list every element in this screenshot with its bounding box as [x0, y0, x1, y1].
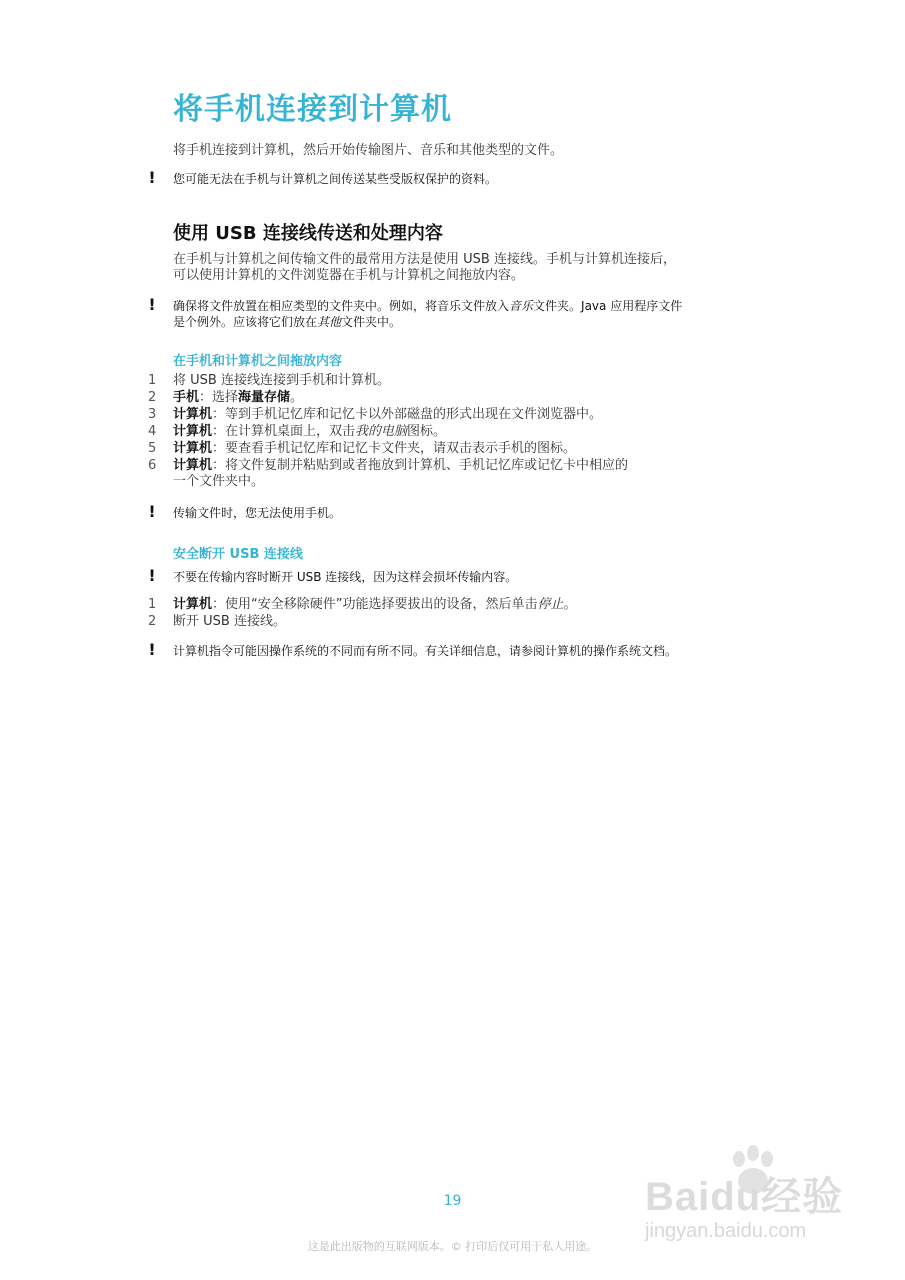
list-item — [146, 407, 766, 424]
step-text-part: 。 — [290, 390, 304, 405]
steps-list-drag — [146, 373, 766, 491]
section-heading: 使用 USB 连接线传送和处理内容 — [173, 223, 443, 244]
intro-paragraph: 将手机连接到计算机，然后开始传输图片、音乐和其他类型的文件。 — [173, 143, 564, 158]
step-text — [173, 390, 713, 406]
step-text-part: ：在计算机桌面上，双击 — [212, 424, 356, 439]
step-number: 6 — [148, 458, 157, 473]
footer-text: 这是此出版物的互联网版本。© 打印后仅可用于私人用途。 — [307, 1240, 598, 1253]
step-text-part: ：使用“安全移除硬件”功能选择要拔出的设备，然后单击 — [212, 597, 538, 612]
section-paragraph-line2: 可以使用计算机的文件浏览器在手机与计算机之间拖放内容。 — [173, 268, 525, 283]
note-text-part: 文件夹中。 — [341, 315, 402, 329]
step-option: 海量存储 — [238, 390, 291, 405]
step-number: 1 — [148, 597, 157, 612]
note-text: 传输文件时，您无法使用手机。 — [173, 506, 342, 520]
step-number: 2 — [148, 390, 157, 405]
step-number: 2 — [148, 614, 157, 629]
section-paragraph-line1: 在手机与计算机之间传输文件的最常用方法是使用 USB 连接线。手机与计算机连接后， — [173, 252, 676, 267]
exclamation-icon: ! — [148, 295, 156, 314]
step-text-part: 一个文件夹中。 — [173, 474, 265, 489]
note-text-part: 是个例外。应该将它们放在 — [173, 315, 318, 329]
note-text: 不要在传输内容时断开 USB 连接线，因为这样会损坏传输内容。 — [173, 570, 518, 584]
step-text — [173, 424, 713, 440]
step-text — [173, 441, 713, 457]
list-item — [146, 614, 766, 631]
step-text: 断开 USB 连接线。 — [173, 614, 286, 629]
subheading-drag: 在手机和计算机之间拖放内容 — [173, 354, 343, 369]
note-text: 计算机指令可能因操作系统的不同而有所不同。有关详细信息，请参阅计算机的操作系统文档。 — [173, 644, 678, 658]
exclamation-icon: ! — [148, 502, 156, 521]
watermark-url: jingyan.baidu.com — [645, 1220, 807, 1242]
list-item — [146, 390, 766, 407]
step-actor: 计算机 — [173, 441, 213, 456]
step-text-part: ：等到手机记忆库和记忆卡以外部磁盘的形式出现在文件浏览器中。 — [212, 407, 603, 422]
step-actor: 计算机 — [173, 597, 213, 612]
note-text — [173, 298, 763, 330]
subheading-safe-disconnect: 安全断开 USB 连接线 — [173, 547, 303, 562]
step-text-part: ：要查看手机记忆库和记忆卡文件夹，请双击表示手机的图标。 — [212, 441, 577, 456]
step-actor: 计算机 — [173, 424, 213, 439]
exclamation-icon: ! — [148, 168, 156, 187]
step-number: 3 — [148, 407, 157, 422]
list-item — [146, 373, 766, 390]
exclamation-icon: ! — [148, 566, 156, 585]
page-number: 19 — [443, 1193, 462, 1209]
list-item — [146, 458, 766, 491]
folder-name-music: 音乐 — [509, 299, 534, 313]
note-text-part: 文件夹。Java 应用程序文件 — [533, 299, 683, 313]
step-actor: 计算机 — [173, 458, 213, 473]
note-text: 您可能无法在手机与计算机之间传送某些受版权保护的资料。 — [173, 172, 498, 186]
list-item — [146, 424, 766, 441]
list-item — [146, 597, 766, 614]
list-item — [146, 441, 766, 458]
note-text-part: 确保将文件放置在相应类型的文件夹中。例如，将音乐文件放入 — [173, 299, 510, 313]
step-text-part: ：将文件复制并粘贴到或者拖放到计算机、手机记忆库或记忆卡中相应的 — [212, 458, 629, 473]
section-paragraph — [173, 252, 763, 284]
step-text — [173, 458, 713, 490]
step-text: 将 USB 连接线连接到手机和计算机。 — [173, 373, 390, 388]
step-actor: 计算机 — [173, 407, 213, 422]
step-actor: 手机 — [173, 390, 200, 405]
step-text-part: 图标。 — [407, 424, 447, 439]
steps-list-safe — [146, 597, 766, 631]
step-number: 4 — [148, 424, 157, 439]
exclamation-icon: ! — [148, 640, 156, 659]
step-item-name: 我的电脑 — [355, 424, 408, 439]
step-text-part: ：选择 — [199, 390, 239, 405]
step-number: 1 — [148, 373, 157, 388]
page-title: 将手机连接到计算机 — [173, 92, 452, 127]
folder-name-other: 其他 — [317, 315, 342, 329]
step-text-part: 。 — [563, 597, 577, 612]
step-text — [173, 597, 713, 613]
baidu-logo: Baidu经验 — [645, 1175, 844, 1219]
step-number: 5 — [148, 441, 157, 456]
step-text — [173, 407, 713, 423]
step-item-name: 停止 — [537, 597, 564, 612]
